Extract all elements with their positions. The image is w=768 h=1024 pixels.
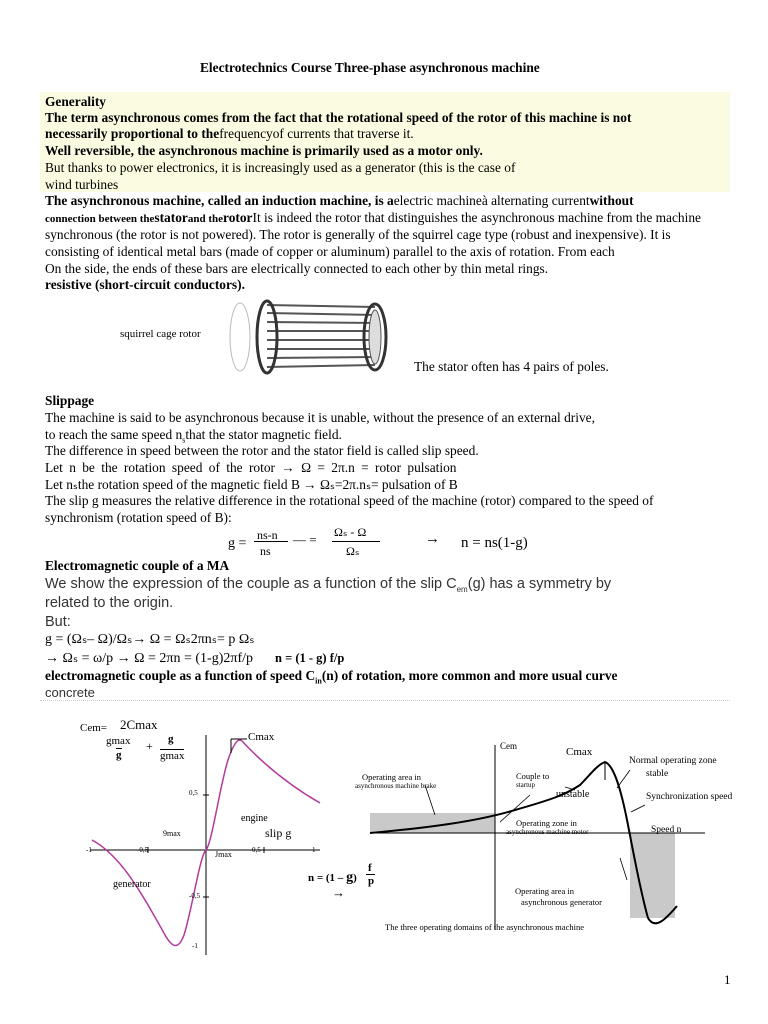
cmax-label-left: Cmax <box>248 731 275 743</box>
tick-x-m05: -0,5 <box>137 846 149 854</box>
tick-y-m1: -1 <box>192 942 198 950</box>
generality-line-5: wind turbines <box>45 177 119 192</box>
tick-x-1: 1 <box>312 846 316 854</box>
couple-line-5 <box>45 650 344 667</box>
induction-line-1-a: The asynchronous machine, called an induction machine, is a <box>45 193 394 208</box>
engine-label: engine <box>241 813 268 824</box>
eq-den-1: ns <box>260 544 271 558</box>
eq-den-2: Ωₛ <box>346 544 360 558</box>
slippage-line-2-a: to reach the same speed n <box>45 427 183 442</box>
induction-line-6: resistive (short-circuit conductors). <box>45 277 245 292</box>
motor-zone-label-1: Operating zone in <box>516 818 577 828</box>
induction-line-2-c: and the <box>187 213 223 225</box>
couple-line-1-a: We show the expression of the couple as a function of the slip C <box>45 576 457 592</box>
formula-num: 2Cmax <box>120 717 158 732</box>
formula-d2a: g <box>168 733 174 745</box>
couple-startup-label-1: Couple to <box>516 771 550 781</box>
couple-line-5-a: → Ωₛ = ω/p → Ω = 2πn = (1-g)2πf/p <box>45 651 253 666</box>
middle-formula-lhs: n = (1 – <box>308 872 344 884</box>
induction-line-1 <box>45 193 634 209</box>
tick-x-05: 0,5 <box>252 846 261 854</box>
couple-line-6-b: (n) of rotation, more common and more usual curve <box>321 668 618 683</box>
stator-note: The stator often has 4 pairs of poles. <box>414 359 609 374</box>
slippage-line-4: Let n be the rotation speed of the rotor → Ω = 2π.n = rotor pulsation <box>45 460 457 475</box>
slippage-line-2-sub: s <box>182 435 186 445</box>
gen-area-label-2: asynchronous generator <box>521 897 602 907</box>
induction-line-1-b: electric machineà alternating current <box>393 193 590 208</box>
couple-line-2: related to the origin. <box>45 595 174 611</box>
couple-line-6-a: electromagnetic couple as a function of speed C <box>45 668 316 683</box>
slippage-line-3: The difference in speed between the rotor and the stator field is called slip speed. <box>45 443 479 458</box>
eq-num-2: Ωₛ - Ω <box>334 525 367 539</box>
separator <box>40 700 730 701</box>
generality-line-2-bold: necessarily proportional to the <box>45 126 220 141</box>
slippage-line-1: The machine is said to be asynchronous because it is unable, without the presence of an external drive, <box>45 410 595 425</box>
couple-startup-label-2: startup <box>516 781 536 789</box>
motor-zone-label-2: asynchronous machine motor <box>506 828 589 836</box>
stable-label: stable <box>646 769 669 779</box>
cem-label-right: Cem <box>500 741 517 751</box>
formula-plus: + <box>146 739 153 753</box>
induction-line-1-c: without <box>589 193 634 208</box>
tick-y-05: 0,5 <box>189 789 198 797</box>
eq-equals: — = <box>293 532 317 547</box>
rotor-caption: squirrel cage rotor <box>120 328 201 340</box>
sync-speed-label: Synchronization speed <box>646 792 733 802</box>
brake-area-label-1: Operating area in <box>362 772 421 782</box>
generality-line-3: Well reversible, the asynchronous machine is primarily used as a motor only. <box>45 143 483 158</box>
generality-line-2-rest: frequencyof currents that traverse it. <box>219 126 414 141</box>
formula-d1a: gmax <box>106 735 131 747</box>
generator-area-fill <box>630 833 675 918</box>
eq-g: g = <box>228 536 247 551</box>
eq-num-1: ns-n <box>257 528 278 542</box>
formula-d1b: g <box>116 749 122 761</box>
induction-line-2-e: It is indeed the rotor that distinguishes the asynchronous machine from the machine <box>252 210 701 225</box>
unstable-label: unstable <box>556 789 590 800</box>
right-graph-caption: The three operating domains of the asynchronous machine <box>385 922 584 932</box>
generality-line-1: The term asynchronous comes from the fact that the rotational speed of the rotor of this machine is not <box>45 110 632 125</box>
induction-line-5: On the side, the ends of these bars are electrically connected to each other by thin metal rings. <box>45 261 549 276</box>
generality-highlight <box>40 92 730 192</box>
slippage-line-7: synchronism (rotation speed of B): <box>45 510 232 525</box>
squirrel-cage-rotor-image <box>225 297 400 377</box>
couple-line-1-sub: em <box>456 584 468 594</box>
induction-line-2-b: stator <box>154 210 188 225</box>
speed-n-label: Speed n <box>651 825 682 835</box>
eq-result: n = ns(1-g) <box>461 535 528 551</box>
middle-formula-arrow: → <box>332 885 345 900</box>
slippage-line-6: The slip g measures the relative difference in the rotational speed of the machine (rotor) compared to the speed of <box>45 493 654 508</box>
couple-line-6 <box>45 668 618 686</box>
induction-line-2-a: connection between the <box>45 213 155 225</box>
couple-line-1 <box>45 576 611 594</box>
couple-line-5-b: n = (1 - g) f/p <box>275 651 345 665</box>
normal-zone-label: Normal operating zone <box>629 756 717 766</box>
generality-heading: Generality <box>45 94 106 109</box>
slippage-heading: Slippage <box>45 393 95 408</box>
page-number: 1 <box>724 972 731 987</box>
brake-area-fill <box>370 813 495 833</box>
couple-line-3: But: <box>45 614 71 630</box>
induction-line-2-d: rotor <box>223 210 253 225</box>
middle-formula-f: f <box>368 862 372 874</box>
tick-x-m1: -1 <box>86 846 92 854</box>
jmax-label: Jmax <box>215 850 232 859</box>
middle-formula-p: p <box>368 875 375 887</box>
formula-lhs: Cem= <box>80 722 107 734</box>
gmax-label: 9max <box>163 829 181 838</box>
cmax-arrow-left <box>225 737 251 755</box>
couple-line-7: concrete <box>45 685 95 700</box>
middle-formula <box>308 870 357 886</box>
eq-fraction-bar-2 <box>332 541 380 542</box>
couple-line-4: g = (Ωₛ– Ω)/Ωₛ→ Ω = Ωₛ2πnₛ= p Ωₛ <box>45 632 255 647</box>
eq-fraction-bar-1 <box>254 541 288 542</box>
middle-formula-g: g <box>346 870 354 885</box>
eq-arrow: → <box>425 531 440 547</box>
gen-area-label-1: Operating area in <box>515 886 574 896</box>
formula-d2b: gmax <box>160 750 185 762</box>
couple-heading: Electromagnetic couple of a MA <box>45 558 230 573</box>
generality-line-4: But thanks to power electronics, it is increasingly used as a generator (this is the case of <box>45 160 516 175</box>
middle-formula-close: ) <box>353 872 357 884</box>
torque-speed-graph <box>365 740 745 940</box>
page-title: Electrotechnics Course Three-phase asynchronous machine <box>200 60 540 75</box>
slippage-line-2-b: that the stator magnetic field. <box>185 427 342 442</box>
induction-line-4: consisting of identical metal bars (made of copper or aluminum) parallel to the axis of rotation. From each <box>45 244 615 259</box>
cmax-label-right: Cmax <box>566 746 593 758</box>
generality-line-2 <box>45 126 414 142</box>
couple-line-1-b: (g) has a symmetry by <box>467 576 612 592</box>
slippage-line-5: Let nₛthe rotation speed of the magnetic field B → Ωₛ=2π.nₛ= pulsation of B <box>45 477 458 492</box>
couple-line-6-sub: in <box>315 676 322 686</box>
tick-y-m05: -0,5 <box>189 892 201 900</box>
brake-area-label-2: asynchronous machine brake <box>355 782 437 790</box>
induction-line-2 <box>45 210 701 226</box>
generator-label: generator <box>113 879 151 890</box>
induction-line-3: synchronous (the rotor is not powered). The rotor is generally of the squirrel cage type (robust and inexpensive). It is <box>45 227 671 242</box>
slip-label: slip g <box>265 826 292 840</box>
